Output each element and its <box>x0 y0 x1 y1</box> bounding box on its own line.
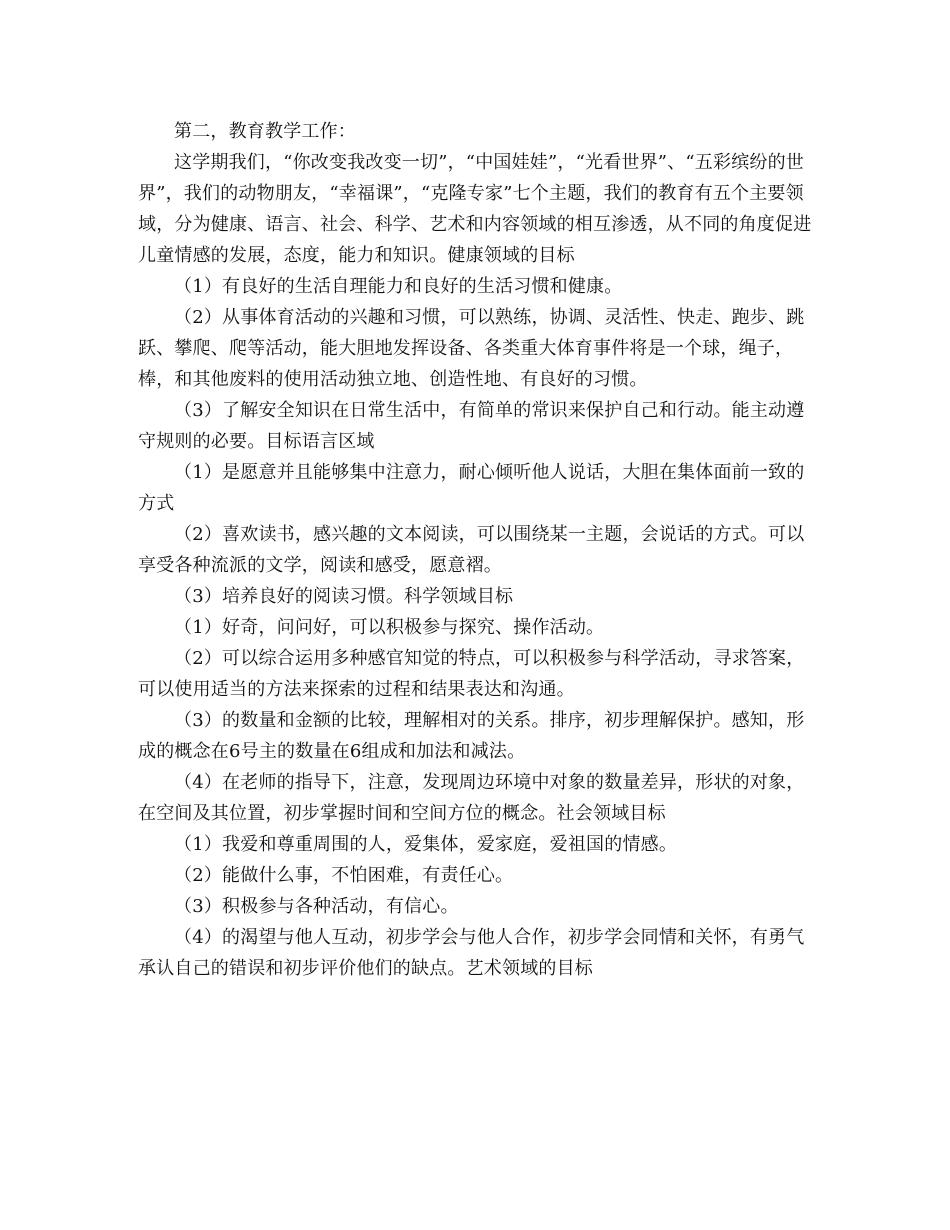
paragraph: （1）是愿意并且能够集中注意力，耐心倾听他人说话，大胆在集体面前一致的方式 <box>138 462 805 514</box>
paragraph: （2）从事体育活动的兴趣和习惯，可以熟练，协调、灵活性、快走、跑步、跳跃、攀爬、爬等活动，能大胆地发挥设备、各类重大体育事件将是一个球，绳子，棒，和其他废料的使用活动独立地、创造性地、有良好的习惯。 <box>138 307 805 390</box>
paragraph: （1）好奇，问问好，可以积极参与探究、操作活动。 <box>174 617 605 638</box>
paragraph: （3）的数量和金额的比较，理解相对的关系。排序，初步理解保护。感知，形成的概念在6号主的数量在6组成和加法和减法。 <box>138 710 805 762</box>
paragraph: （4）的渴望与他人互动，初步学会与他人合作，初步学会同情和关怀，有勇气承认自己的错误和初步评价他们的缺点。艺术领域的目标 <box>138 927 805 979</box>
paragraph: （1）我爱和尊重周围的人，爱集体，爱家庭，爱祖国的情感。 <box>174 834 678 855</box>
paragraph: （2）能做什么事，不怕困难，有责任心。 <box>174 865 514 886</box>
paragraph: 这学期我们，“你改变我改变一切”，“中国娃娃”，“光看世界”、“五彩缤纷的世界”，我们的动物朋友，“幸福课”，“克隆专家”七个主题，我们的教育有五个主要领域，分为健康、语言、社会、科学、艺术和内容领域的相互渗透，从不同的角度促进儿童情感的发展，态度，能力和知识。健康领域的目标 <box>138 152 812 266</box>
paragraph: （4）在老师的指导下，注意，发现周边环境中对象的数量差异，形状的对象，在空间及其位置，初步掌握时间和空间方位的概念。社会领域目标 <box>138 772 805 824</box>
paragraph: （3）培养良好的阅读习惯。科学领域目标 <box>174 586 514 607</box>
paragraph: 第二，教育教学工作： <box>174 121 356 142</box>
paragraph: （3）积极参与各种活动，有信心。 <box>174 896 459 917</box>
paragraph: （3）了解安全知识在日常生活中，有简单的常识来保护自己和行动。能主动遵守规则的必要。目标语言区域 <box>138 400 805 452</box>
paragraph: （2）可以综合运用多种感官知觉的特点，可以积极参与科学活动，寻求答案，可以使用适当的方法来探索的过程和结果表达和沟通。 <box>138 648 805 700</box>
paragraph: （2）喜欢读书，感兴趣的文本阅读，可以围绕某一主题，会说话的方式。可以享受各种流派的文学，阅读和感受，愿意褶。 <box>138 524 805 576</box>
paragraph: （1）有良好的生活自理能力和良好的生活习惯和健康。 <box>174 276 623 297</box>
document-body <box>138 116 818 984</box>
